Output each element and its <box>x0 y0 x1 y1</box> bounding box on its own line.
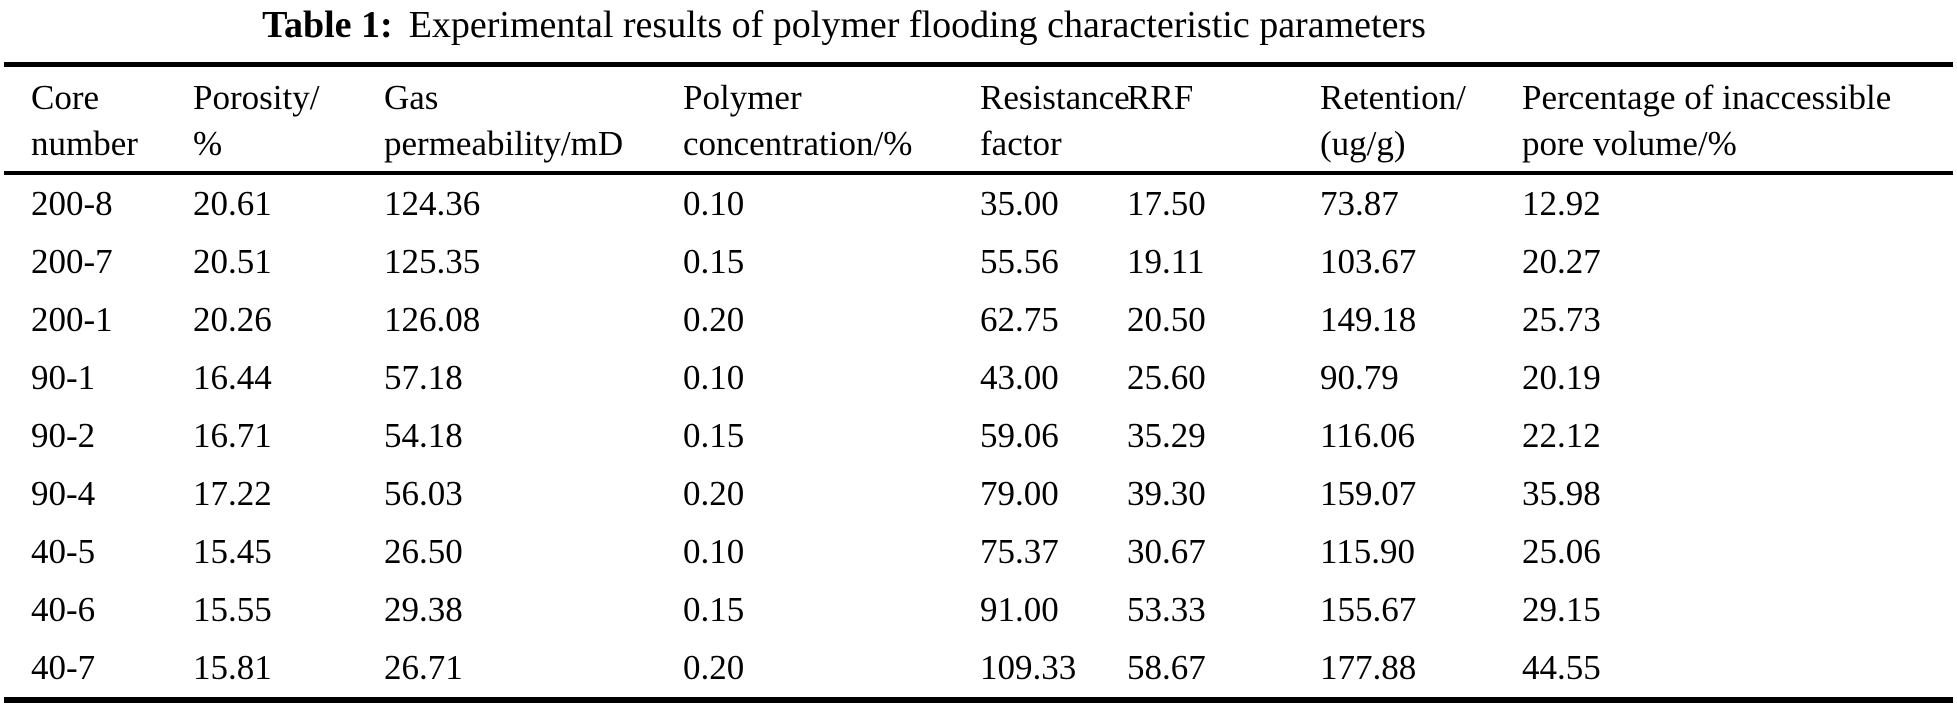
header-line2: concentration/% <box>683 124 913 163</box>
table-cell: 79.00 <box>980 474 1059 513</box>
table-cell: 59.06 <box>980 416 1059 455</box>
table-cell: 58.67 <box>1127 648 1206 687</box>
header-line2: factor <box>980 124 1062 163</box>
results-table <box>4 62 1953 703</box>
header-cell-col8 <box>1522 65 1953 174</box>
results-table-body <box>4 173 1953 700</box>
table-cell: 35.29 <box>1127 416 1206 455</box>
header-cell-col7 <box>1320 65 1522 174</box>
table-cell: 20.51 <box>193 242 272 281</box>
table-cell: 29.38 <box>384 590 463 629</box>
table-cell: 62.75 <box>980 300 1059 339</box>
table-cell: 116.06 <box>1320 416 1415 455</box>
header-line1: Polymer <box>683 78 802 117</box>
table-cell: 39.30 <box>1127 474 1206 513</box>
table-cell: 25.06 <box>1522 532 1601 571</box>
table-cell: 0.20 <box>683 300 745 339</box>
table-cell: 55.56 <box>980 242 1059 281</box>
table-cell: 16.44 <box>193 358 272 397</box>
header-line1: Resistance <box>980 78 1130 117</box>
header-line1: Porosity/ <box>193 78 320 117</box>
table-cell: 15.45 <box>193 532 272 571</box>
header-line2: permeability/mD <box>384 124 624 163</box>
table-cell: 115.90 <box>1320 532 1415 571</box>
table-cell: 54.18 <box>384 416 463 455</box>
table-cell: 0.20 <box>683 648 745 687</box>
table-cell: 25.73 <box>1522 300 1601 339</box>
header-line1: Percentage of inaccessible <box>1522 78 1892 117</box>
table-cell: 90-2 <box>31 416 96 455</box>
table-cell: 155.67 <box>1320 590 1417 629</box>
table-cell: 15.55 <box>193 590 272 629</box>
header-cell-col2 <box>193 65 384 174</box>
table-cell: 0.10 <box>683 532 745 571</box>
header-line1: Gas <box>384 78 439 117</box>
header-cell-col3 <box>384 65 683 174</box>
table-cell: 125.35 <box>384 242 481 281</box>
table-cell: 44.55 <box>1522 648 1601 687</box>
table-row <box>4 407 1953 465</box>
table-cell: 19.11 <box>1127 242 1205 281</box>
table-cell: 29.15 <box>1522 590 1601 629</box>
table-cell: 15.81 <box>193 648 272 687</box>
table-cell: 43.00 <box>980 358 1059 397</box>
table-cell: 53.33 <box>1127 590 1206 629</box>
table-cell: 0.15 <box>683 590 745 629</box>
table-cell: 22.12 <box>1522 416 1601 455</box>
table-cell: 20.19 <box>1522 358 1601 397</box>
table-row <box>4 523 1953 581</box>
header-line1: Core <box>31 78 100 117</box>
table-cell: 35.98 <box>1522 474 1601 513</box>
header-line1: Retention/ <box>1320 78 1466 117</box>
table-row <box>4 291 1953 349</box>
table-cell: 17.50 <box>1127 184 1206 223</box>
table-cell: 40-5 <box>31 532 96 571</box>
table-cell: 20.61 <box>193 184 272 223</box>
table-caption-text: Experimental results of polymer flooding characteristic parameters <box>408 4 1426 46</box>
table-cell: 0.10 <box>683 184 745 223</box>
table-cell: 126.08 <box>384 300 481 339</box>
header-line2: pore volume/% <box>1522 124 1737 163</box>
table-cell: 0.15 <box>683 416 745 455</box>
table-cell: 200-1 <box>31 300 113 339</box>
header-line2 <box>1127 121 1320 167</box>
table-cell: 25.60 <box>1127 358 1206 397</box>
table-cell: 20.26 <box>193 300 272 339</box>
header-cell-col6 <box>1127 65 1320 174</box>
table-row <box>4 173 1953 233</box>
header-cell-col4 <box>683 65 980 174</box>
header-cell-col1 <box>4 65 193 174</box>
table-cell: 20.50 <box>1127 300 1206 339</box>
table-cell: 35.00 <box>980 184 1059 223</box>
table-cell: 90-4 <box>31 474 96 513</box>
table-cell: 40-7 <box>31 648 96 687</box>
table-cell: 12.92 <box>1522 184 1601 223</box>
table-row <box>4 233 1953 291</box>
table-cell: 200-8 <box>31 184 113 223</box>
table-caption-label: Table 1: <box>262 4 393 46</box>
table-cell: 30.67 <box>1127 532 1206 571</box>
header-line2: (ug/g) <box>1320 124 1406 163</box>
table-cell: 75.37 <box>980 532 1059 571</box>
table-cell: 0.15 <box>683 242 745 281</box>
table-cell: 177.88 <box>1320 648 1417 687</box>
table-cell: 90-1 <box>31 358 96 397</box>
table-cell: 17.22 <box>193 474 272 513</box>
table-cell: 56.03 <box>384 474 463 513</box>
table-cell: 91.00 <box>980 590 1059 629</box>
table-cell: 200-7 <box>31 242 113 281</box>
table-cell: 124.36 <box>384 184 481 223</box>
header-row <box>4 65 1953 174</box>
table-cell: 26.50 <box>384 532 463 571</box>
table-row <box>4 639 1953 700</box>
table-cell: 149.18 <box>1320 300 1417 339</box>
table-cell: 16.71 <box>193 416 272 455</box>
table-cell: 0.10 <box>683 358 745 397</box>
header-line2: % <box>193 124 223 163</box>
table-row <box>4 349 1953 407</box>
table-cell: 40-6 <box>31 590 96 629</box>
table-cell: 103.67 <box>1320 242 1417 281</box>
table-cell: 20.27 <box>1522 242 1601 281</box>
header-cell-col5 <box>980 65 1130 174</box>
table-cell: 26.71 <box>384 648 463 687</box>
header-line2: number <box>31 124 138 163</box>
table-cell: 57.18 <box>384 358 463 397</box>
header-line1: RRF <box>1127 78 1194 117</box>
table-cell: 90.79 <box>1320 358 1399 397</box>
table-caption <box>4 1 1684 49</box>
table-cell: 0.20 <box>683 474 745 513</box>
table-row <box>4 465 1953 523</box>
table-cell: 109.33 <box>980 648 1077 687</box>
table-cell: 159.07 <box>1320 474 1417 513</box>
results-table-head <box>4 65 1953 174</box>
table-cell: 73.87 <box>1320 184 1399 223</box>
table-row <box>4 581 1953 639</box>
